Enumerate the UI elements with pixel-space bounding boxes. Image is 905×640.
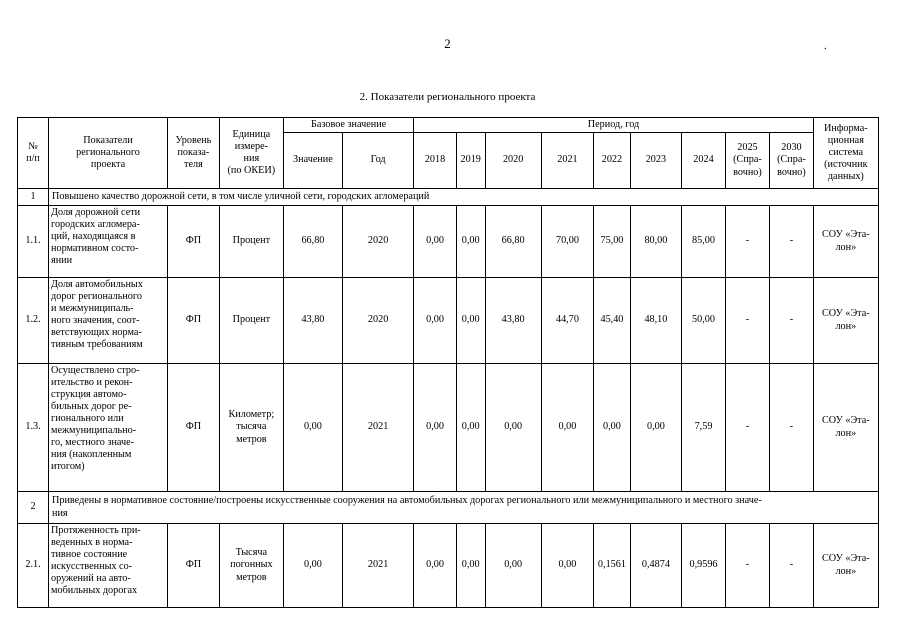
header-name: Показатели регионального проекта: [49, 118, 168, 189]
header-base-year: Год: [342, 133, 413, 189]
table-row: [18, 206, 879, 278]
row-level: ФП: [168, 524, 220, 608]
row-value: 80,00: [630, 206, 682, 278]
row-value: 66,80: [485, 206, 541, 278]
page-number: 2: [444, 36, 451, 51]
row-value: 0,00: [414, 524, 456, 608]
row-value: -: [725, 278, 769, 364]
header-info-system: Информа- ционная система (источник данных): [813, 118, 878, 189]
header-year-2025: 2025 (Спра- вочно): [725, 133, 769, 189]
row-base-year: 2021: [342, 364, 413, 492]
row-base-value: 66,80: [283, 206, 342, 278]
row-value: 0,00: [414, 278, 456, 364]
row-value: 45,40: [594, 278, 630, 364]
row-value: 0,00: [630, 364, 682, 492]
row-info-system: СОУ «Эта- лон»: [813, 524, 878, 608]
header-year: 2022: [594, 133, 630, 189]
row-value: -: [770, 524, 813, 608]
row-unit: Процент: [219, 206, 283, 278]
row-num: 2.1.: [18, 524, 49, 608]
header-unit: Единица измере- ния (по ОКЕИ): [219, 118, 283, 189]
header-year: 2024: [682, 133, 725, 189]
row-level: ФП: [168, 206, 220, 278]
row-value: 0,00: [541, 524, 594, 608]
row-value: 44,70: [541, 278, 594, 364]
row-base-value: 0,00: [283, 524, 342, 608]
section-title: Приведены в нормативное состояние/построены искусственные сооружения на автомобильных дорогах регионального или межмуниципального и местного значе- ния: [49, 492, 879, 524]
row-info-system: СОУ «Эта- лон»: [813, 364, 878, 492]
row-level: ФП: [168, 364, 220, 492]
row-value: 0,00: [485, 524, 541, 608]
row-info-system: СОУ «Эта- лон»: [813, 278, 878, 364]
header-base: Базовое значение: [283, 118, 413, 133]
row-value: 43,80: [485, 278, 541, 364]
row-value: 0,00: [414, 364, 456, 492]
section-title: Повышено качество дорожной сети, в том числе уличной сети, городских агломераций: [49, 189, 879, 206]
row-value: -: [725, 364, 769, 492]
header-year: 2018: [414, 133, 456, 189]
row-value: 0,00: [456, 278, 485, 364]
corner-mark: .: [824, 40, 827, 52]
row-value: 50,00: [682, 278, 725, 364]
table-row: [18, 524, 879, 608]
header-year-2030: 2030 (Спра- вочно): [770, 133, 813, 189]
table-row: [18, 278, 879, 364]
row-num: 1.1.: [18, 206, 49, 278]
header-period: Период, год: [414, 118, 813, 133]
row-base-year: 2020: [342, 206, 413, 278]
row-value: 0,00: [456, 524, 485, 608]
row-base-value: 43,80: [283, 278, 342, 364]
row-value: 0,00: [594, 364, 630, 492]
row-value: 48,10: [630, 278, 682, 364]
row-info-system: СОУ «Эта- лон»: [813, 206, 878, 278]
row-value: 70,00: [541, 206, 594, 278]
row-unit: Километр; тысяча метров: [219, 364, 283, 492]
row-value: 0,9596: [682, 524, 725, 608]
row-name: Доля автомобильных дорог регионального и межмуниципаль- ного значения, соот- ветствующих норма- тивным требованиям: [49, 278, 168, 364]
row-unit: Тысяча погонных метров: [219, 524, 283, 608]
row-name: Доля дорожной сети городских агломера- ций, находящаяся в нормативном состо- янии: [49, 206, 168, 278]
row-value: 0,4874: [630, 524, 682, 608]
row-value: 0,1561: [594, 524, 630, 608]
section-row: [18, 492, 879, 524]
row-num: 1.2.: [18, 278, 49, 364]
row-value: -: [770, 206, 813, 278]
section-num: 1: [18, 189, 49, 206]
row-value: 0,00: [541, 364, 594, 492]
row-level: ФП: [168, 278, 220, 364]
row-base-year: 2021: [342, 524, 413, 608]
row-value: 0,00: [485, 364, 541, 492]
row-value: -: [770, 364, 813, 492]
indicators-table: [17, 117, 879, 608]
header-level: Уровень показа- теля: [168, 118, 220, 189]
page-title: 2. Показатели регионального проекта: [359, 91, 536, 103]
row-name: Осуществлено стро- ительство и рекон- струкция автомо- бильных дорог ре- гионального или межмуниципально- го, местного значе- ния (накопленным итогом): [49, 364, 168, 492]
section-row: [18, 189, 879, 206]
row-value: 0,00: [456, 364, 485, 492]
row-name: Протяженность при- веденных в норма- тивное состояние искусственных со- оружений на авто- мобильных дорогах: [49, 524, 168, 608]
row-num: 1.3.: [18, 364, 49, 492]
row-value: -: [725, 206, 769, 278]
row-value: 75,00: [594, 206, 630, 278]
section-num: 2: [18, 492, 49, 524]
row-base-value: 0,00: [283, 364, 342, 492]
row-value: 0,00: [456, 206, 485, 278]
row-base-year: 2020: [342, 278, 413, 364]
header-num: № п/п: [18, 118, 49, 189]
row-value: 0,00: [414, 206, 456, 278]
row-value: 7,59: [682, 364, 725, 492]
row-value: -: [725, 524, 769, 608]
table-row: [18, 364, 879, 492]
row-value: 85,00: [682, 206, 725, 278]
header-year: 2023: [630, 133, 682, 189]
header-year: 2019: [456, 133, 485, 189]
row-unit: Процент: [219, 278, 283, 364]
header-year: 2021: [541, 133, 594, 189]
header-year: 2020: [485, 133, 541, 189]
header-base-value: Значение: [283, 133, 342, 189]
row-value: -: [770, 278, 813, 364]
